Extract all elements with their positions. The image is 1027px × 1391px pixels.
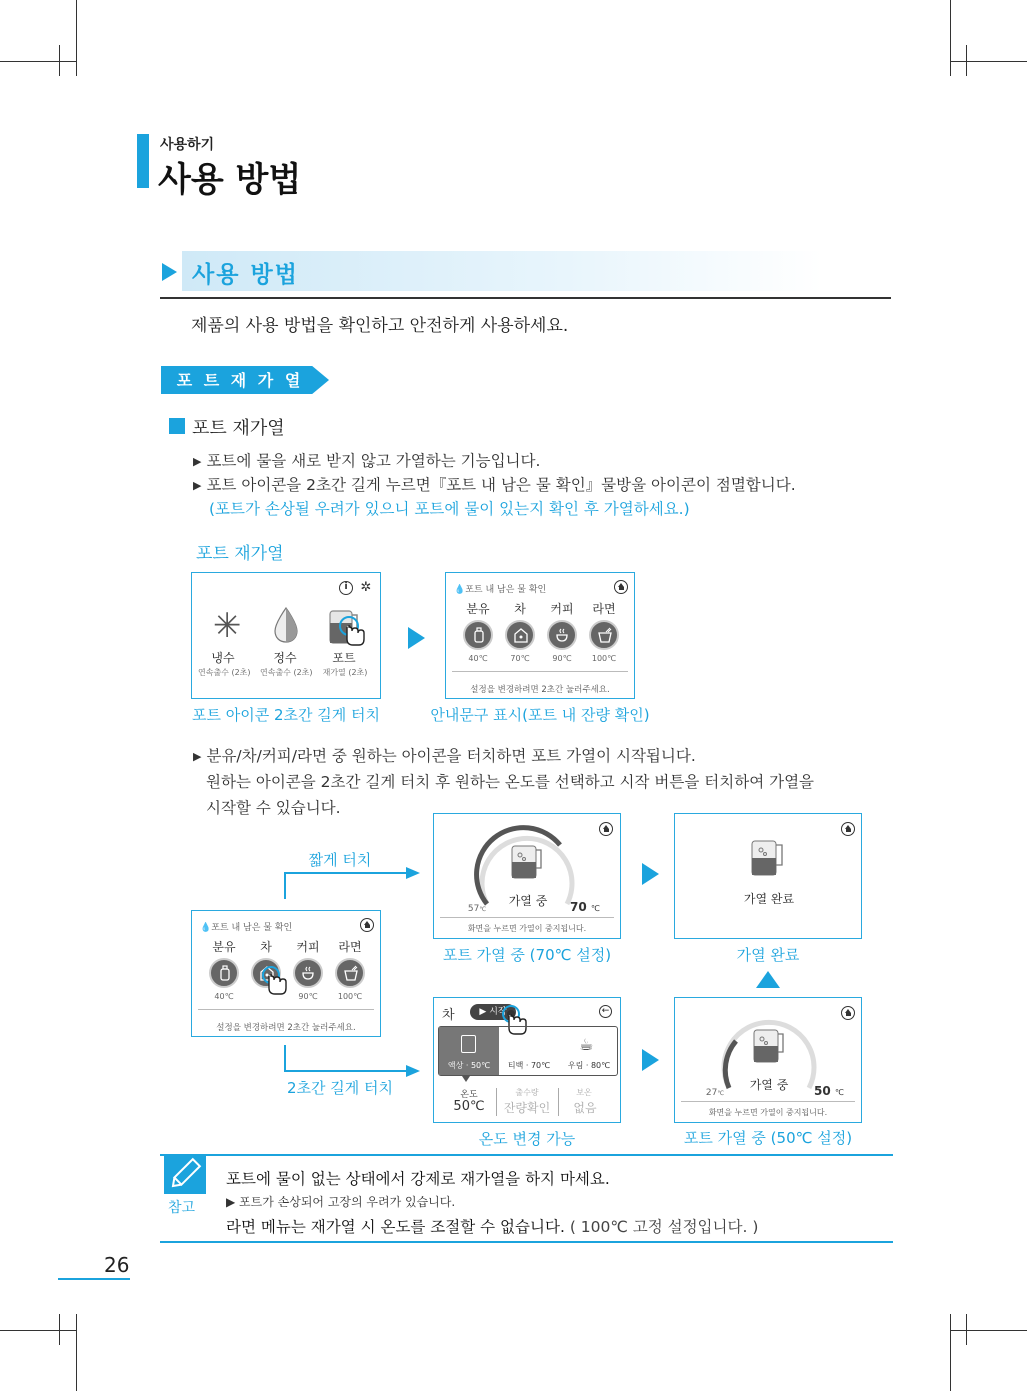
check-header: 💧포트 내 남은 물 확인 — [454, 585, 547, 595]
tea-option-liquid[interactable] — [439, 1027, 499, 1075]
connector-line — [284, 873, 286, 899]
bullet-2-note: (포트가 손상될 우려가 있으니 포트에 물이 있는지 확인 후 가열하세요.) — [209, 500, 690, 518]
gear-icon[interactable]: ✲ — [360, 580, 372, 595]
tea-option-steep[interactable] — [559, 1027, 619, 1075]
purified-water-label: 정수 — [273, 651, 297, 665]
divider — [681, 1101, 855, 1102]
up-arrow-icon — [756, 971, 780, 988]
heating-footer[interactable]: 화면을 누르면 가열이 중지됩니다. — [467, 924, 587, 933]
intro-text: 제품의 사용 방법을 확인하고 안전하게 사용하세요. — [191, 316, 569, 336]
tea-option-teabag[interactable] — [499, 1027, 559, 1075]
menu-label-ramen: 라면 — [338, 940, 362, 954]
crop-mark — [966, 1314, 967, 1345]
tea-option-label: 티백 · 70℃ — [507, 1061, 551, 1070]
connector-arrow-icon — [406, 1065, 420, 1077]
pencil-icon — [164, 1154, 206, 1194]
connector-line — [284, 1070, 408, 1072]
stat-temp-value[interactable]: 50℃ — [453, 1099, 485, 1114]
page-number: 26 — [104, 1253, 130, 1277]
bullet-3-line3: 시작할 수 있습니다. — [206, 799, 341, 817]
pot-label: 포트 — [332, 651, 356, 665]
stat-keepwarm-label: 보온 — [576, 1088, 592, 1097]
menu-label-coffee: 커피 — [550, 602, 574, 616]
banner-rule — [160, 297, 891, 299]
cold-water-sub: 연속출수 (2초) — [198, 668, 251, 677]
caption-check: 안내문구 표시(포트 내 잔량 확인) — [430, 706, 650, 724]
long-touch-label: 2초간 길게 터치 — [286, 1079, 394, 1097]
snowflake-icon[interactable]: ✳ — [213, 606, 242, 646]
check-footer: 설정을 변경하려면 2초간 눌러주세요. — [470, 685, 610, 695]
tea-options — [438, 1026, 618, 1076]
tea-option-label: 우림 · 80℃ — [567, 1061, 611, 1070]
pot-icon — [747, 836, 791, 880]
crop-mark — [950, 1330, 1027, 1331]
divider — [440, 917, 614, 918]
page-title: 사용 방법 — [158, 160, 302, 200]
target-temp: 50 ℃ — [814, 1084, 844, 1098]
menu-label-formula: 분유 — [466, 602, 490, 616]
coffee-icon[interactable] — [293, 958, 323, 988]
screen-heating-50 — [674, 997, 862, 1123]
caption-heating-70: 포트 가열 중 (70℃ 설정) — [442, 946, 612, 964]
caption-tea: 온도 변경 가능 — [478, 1130, 576, 1148]
page-number-underline — [58, 1278, 130, 1280]
tea-icon[interactable] — [505, 620, 535, 650]
header-accent-bar — [137, 134, 149, 188]
divider — [198, 1009, 374, 1010]
crop-mark — [59, 1314, 60, 1345]
temp-formula: 40℃ — [214, 992, 234, 1001]
screen-check — [445, 572, 635, 699]
temp-tea: 70℃ — [510, 654, 530, 663]
coffee-icon[interactable] — [547, 620, 577, 650]
pot-sub: 재가열 (2초) — [322, 668, 368, 677]
short-touch-label: 짧게 터치 — [308, 851, 372, 869]
temp-coffee: 90℃ — [552, 654, 572, 663]
caption-home: 포트 아이콘 2초간 길게 터치 — [191, 706, 380, 724]
home-icon[interactable] — [614, 580, 628, 594]
screen-tea-settings — [433, 997, 621, 1123]
pointer-caret-icon — [462, 1076, 470, 1082]
purified-water-sub: 연속출수 (2초) — [260, 668, 313, 677]
screen-home — [191, 572, 381, 699]
note-bottom-rule — [160, 1241, 893, 1243]
note-line-2: ▶ 포트가 손상되어 고장의 우려가 있습니다. — [226, 1195, 456, 1209]
banner-title: 사용 방법 — [192, 262, 299, 288]
temp-ramen: 100℃ — [337, 992, 363, 1001]
info-icon[interactable]: i — [339, 581, 353, 595]
heating-status: 가열 중 — [508, 894, 548, 908]
cup-icon — [461, 1035, 476, 1053]
crop-mark — [950, 1314, 951, 1391]
target-temp: 70 ℃ — [570, 900, 600, 914]
section-label: 사용하기 — [160, 137, 215, 153]
banner-arrow-icon — [162, 263, 177, 281]
temp-coffee: 90℃ — [298, 992, 318, 1001]
formula-icon[interactable] — [209, 958, 239, 988]
check-footer: 설정을 변경하려면 2초간 눌러주세요. — [216, 1023, 356, 1033]
temp-ramen: 100℃ — [591, 654, 617, 663]
divider — [452, 671, 628, 672]
note-line-1: 포트에 물이 없는 상태에서 강제로 재가열을 하지 마세요. — [226, 1170, 610, 1188]
menu-label-formula: 분유 — [212, 940, 236, 954]
connector-arrow-icon — [406, 867, 420, 879]
figure-title: 포트 재가열 — [196, 544, 284, 564]
menu-label-coffee: 커피 — [296, 940, 320, 954]
section-tag-label: 포 트 재 가 열 — [176, 371, 304, 390]
start-button[interactable]: ▶ 시작 — [470, 1004, 516, 1020]
current-temp: 57℃ — [467, 904, 487, 914]
flow-arrow-icon — [642, 1049, 659, 1071]
tea-title: 차 — [442, 1008, 455, 1023]
flow-arrow-icon — [408, 627, 425, 649]
formula-icon[interactable] — [463, 620, 493, 650]
connector-line — [284, 1045, 286, 1071]
subsection-title: 포트 재가열 — [192, 418, 285, 439]
temp-formula: 40℃ — [468, 654, 488, 663]
crop-mark — [76, 1314, 77, 1391]
crop-mark — [76, 0, 77, 76]
crop-mark — [950, 61, 1027, 62]
connector-line — [284, 872, 408, 874]
back-icon[interactable]: ← — [599, 1005, 612, 1018]
heating-footer[interactable]: 화면을 누르면 가열이 중지됩니다. — [708, 1108, 828, 1117]
stat-temp-label: 온도 — [460, 1090, 478, 1100]
subsection-square-icon — [169, 418, 185, 434]
teapot-icon: ☕ — [579, 1035, 594, 1054]
note-label: 참고 — [168, 1200, 196, 1216]
crop-mark — [966, 45, 967, 76]
bullet-1: ▶ 포트에 물을 새로 받지 않고 가열하는 기능입니다. — [193, 452, 541, 470]
cold-water-label: 냉수 — [211, 651, 235, 665]
stat-amount-label: 출수량 — [515, 1088, 539, 1097]
stat-amount-value: 잔량확인 — [503, 1101, 551, 1115]
done-status: 가열 완료 — [743, 892, 795, 906]
home-icon[interactable] — [841, 822, 855, 836]
bullet-2: ▶ 포트 아이콘을 2초간 길게 누르면『포트 내 남은 물 확인』물방울 아이콘이 점멸합니다. — [193, 476, 796, 494]
bullet-3-line2: 원하는 아이콘을 2초간 길게 터치 후 원하는 온도를 선택하고 시작 버튼을 터치하여 가열을 — [206, 773, 815, 791]
crop-mark — [59, 45, 60, 76]
screen-heating-70 — [433, 813, 621, 939]
tea-option-label: 액상 · 50℃ — [447, 1061, 491, 1070]
crop-mark — [950, 0, 951, 76]
screen-heating-done — [674, 813, 862, 939]
flow-arrow-icon — [642, 863, 659, 885]
note-icon-box — [164, 1154, 206, 1194]
home-icon[interactable] — [360, 918, 374, 932]
crop-mark — [0, 1330, 76, 1331]
current-temp: 27℃ — [705, 1088, 725, 1098]
menu-label-tea: 차 — [260, 940, 272, 954]
ramen-icon[interactable] — [335, 958, 365, 988]
stat-keepwarm-value: 없음 — [573, 1101, 597, 1115]
screen-check-touch — [191, 910, 381, 1037]
divider — [496, 1088, 497, 1116]
check-header: 💧포트 내 남은 물 확인 — [200, 923, 293, 933]
caption-done: 가열 완료 — [736, 946, 800, 964]
home-icon[interactable] — [841, 1006, 855, 1020]
water-drop-icon[interactable] — [272, 606, 300, 644]
menu-label-tea: 차 — [514, 602, 526, 616]
pot-icon[interactable] — [327, 607, 369, 655]
menu-label-ramen: 라면 — [592, 602, 616, 616]
crop-mark — [0, 61, 76, 62]
heating-status: 가열 중 — [749, 1078, 789, 1092]
caption-heating-50: 포트 가열 중 (50℃ 설정) — [683, 1129, 853, 1147]
ramen-icon[interactable] — [589, 620, 619, 650]
divider — [558, 1088, 559, 1116]
note-line-3: 라면 메뉴는 재가열 시 온도를 조절할 수 없습니다. ( 100℃ 고정 설정입니다. ) — [226, 1218, 759, 1236]
home-icon[interactable] — [599, 822, 613, 836]
bullet-3: ▶ 분유/차/커피/라면 중 원하는 아이콘을 터치하면 포트 가열이 시작됩니다. — [193, 747, 696, 765]
note-top-rule — [160, 1154, 893, 1156]
